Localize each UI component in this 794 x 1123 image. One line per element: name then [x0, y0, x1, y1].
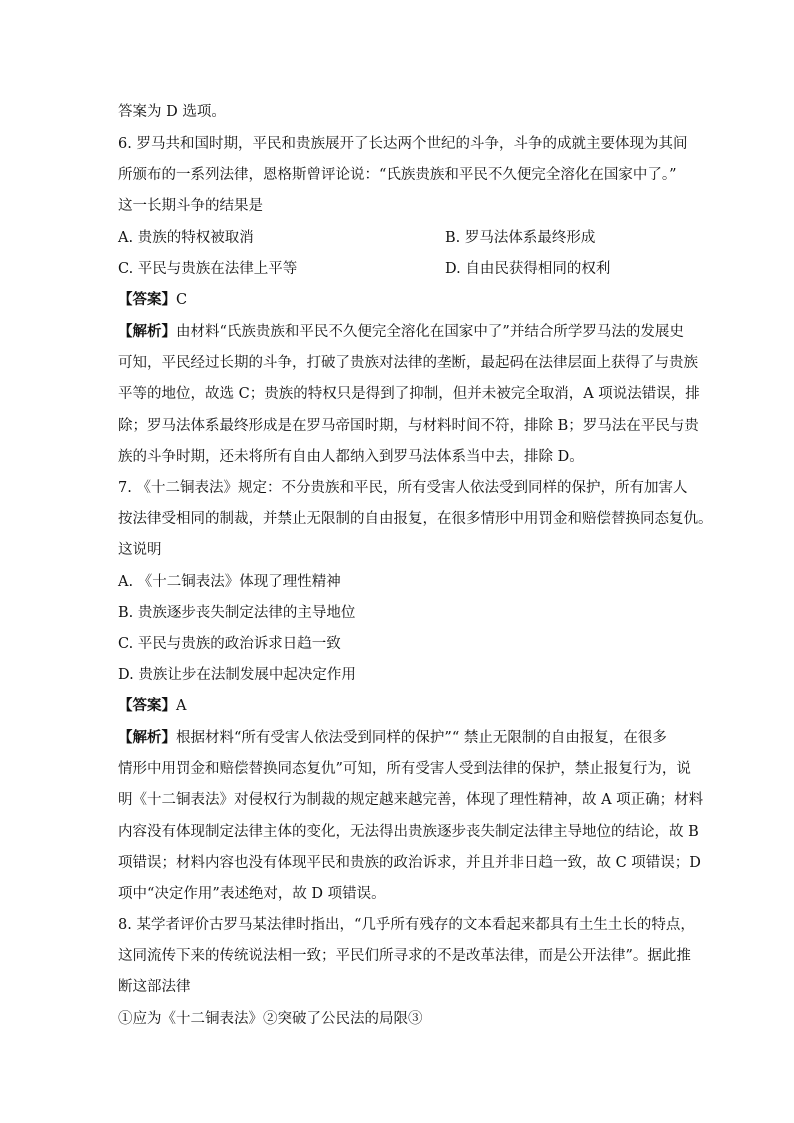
q8-stem-line-3: 断这部法律	[118, 979, 191, 995]
q7-analysis-line-2: 情形中用罚金和赔偿替换同态复仇”可知，所有受害人受到法律的保护，禁止报复行为，说	[118, 761, 691, 777]
q7-option-d: D. 贵族让步在法制发展中起决定作用	[118, 667, 356, 683]
q6-answer-value: C	[176, 292, 188, 308]
q7-analysis-line-6: 项中“决定作用”表述绝对，故 D 项错误。	[118, 886, 386, 902]
q6-answer-tag: 【答案】	[118, 291, 176, 308]
q6-analysis-line-3: 平等的地位，故选 C；贵族的特权只是得到了抑制，但并未被完全取消，A 项说法错误，排	[118, 386, 700, 402]
q7-option-b: B. 贵族逐步丧失制定法律的主导地位	[118, 605, 356, 621]
q7-analysis-tag: 【解析】	[118, 729, 176, 746]
q7-analysis-line-5: 项错误；材料内容也没有体现平民和贵族的政治诉求，并且并非日趋一致，故 C 项错误；D	[118, 855, 701, 871]
q6-analysis-tag: 【解析】	[118, 323, 176, 340]
q7-stem-line-2: 按法律受相同的制裁，并禁止无限制的自由报复，在很多情形中用罚金和赔偿替换同态复仇。	[118, 511, 713, 527]
q7-option-c: C. 平民与贵族的政治诉求日趋一致	[118, 636, 341, 652]
q7-stem-line-3: 这说明	[118, 542, 162, 558]
q6-analysis-line-1	[118, 322, 684, 342]
q8-items-line: ①应为《十二铜表法》②突破了公民法的局限③	[118, 1011, 423, 1027]
q7-stem-line-1: 7. 《十二铜表法》规定：不分贵族和平民，所有受害人依法受到同样的保护，所有加害人	[118, 480, 688, 496]
prev-answer-tail: 答案为 D 选项。	[118, 104, 226, 120]
q8-stem-line-1: 8. 某学者评价古罗马某法律时指出，“几乎所有残存的文本看起来都具有土生土长的特点，	[118, 917, 695, 933]
q6-stem-line-3: 这一长期斗争的结果是	[118, 198, 263, 214]
q7-analysis-text-1: 根据材料“所有受害人依法受到同样的保护”“ 禁止无限制的自由报复，在很多	[176, 730, 667, 746]
q6-analysis-line-4: 除；罗马法体系最终形成是在罗马帝国时期，与材料时间不符，排除 B；罗马法在平民与贵	[118, 418, 699, 434]
q6-analysis-line-5: 族的斗争时期，还未将所有自由人都纳入到罗马法体系当中去，排除 D。	[118, 449, 584, 465]
q6-stem-line-2: 所颁布的一系列法律，恩格斯曾评论说：“氏族贵族和平民不久便完全溶化在国家中了。”	[118, 167, 677, 183]
q7-analysis-line-4: 内容没有体现制定法律主体的变化，无法得出贵族逐步丧失制定法律主导地位的结论，故 B	[118, 824, 699, 840]
q6-option-c: C. 平民与贵族在法律上平等	[118, 261, 298, 277]
q8-stem-line-2: 这同流传下来的传统说法相一致；平民们所寻求的不是改革法律，而是公开法律”。据此推	[118, 948, 691, 964]
q7-answer-tag: 【答案】	[118, 697, 176, 714]
q7-option-a: A. 《十二铜表法》体现了理性精神	[118, 574, 341, 590]
q6-analysis-text-1: 由材料“氏族贵族和平民不久便完全溶化在国家中了”并结合所学罗马法的发展史	[176, 324, 684, 340]
q6-answer-row	[118, 290, 187, 310]
q6-option-a: A. 贵族的特权被取消	[118, 230, 254, 246]
q6-option-d: D. 自由民获得相同的权利	[445, 261, 611, 277]
q6-option-b: B. 罗马法体系最终形成	[445, 230, 596, 246]
q7-analysis-line-1	[118, 728, 667, 748]
q6-analysis-line-2: 可知，平民经过长期的斗争，打破了贵族对法律的垄断，最起码在法律层面上获得了与贵族	[118, 355, 698, 371]
q7-answer-row	[118, 696, 186, 716]
q7-analysis-line-3: 明《十二铜表法》对侵权行为制裁的规定越来越完善，体现了理性精神，故 A 项正确；材料	[118, 792, 704, 808]
q6-stem-line-1: 6. 罗马共和国时期，平民和贵族展开了长达两个世纪的斗争，斗争的成就主要体现为其间	[118, 136, 688, 152]
q7-answer-value: A	[176, 698, 187, 714]
